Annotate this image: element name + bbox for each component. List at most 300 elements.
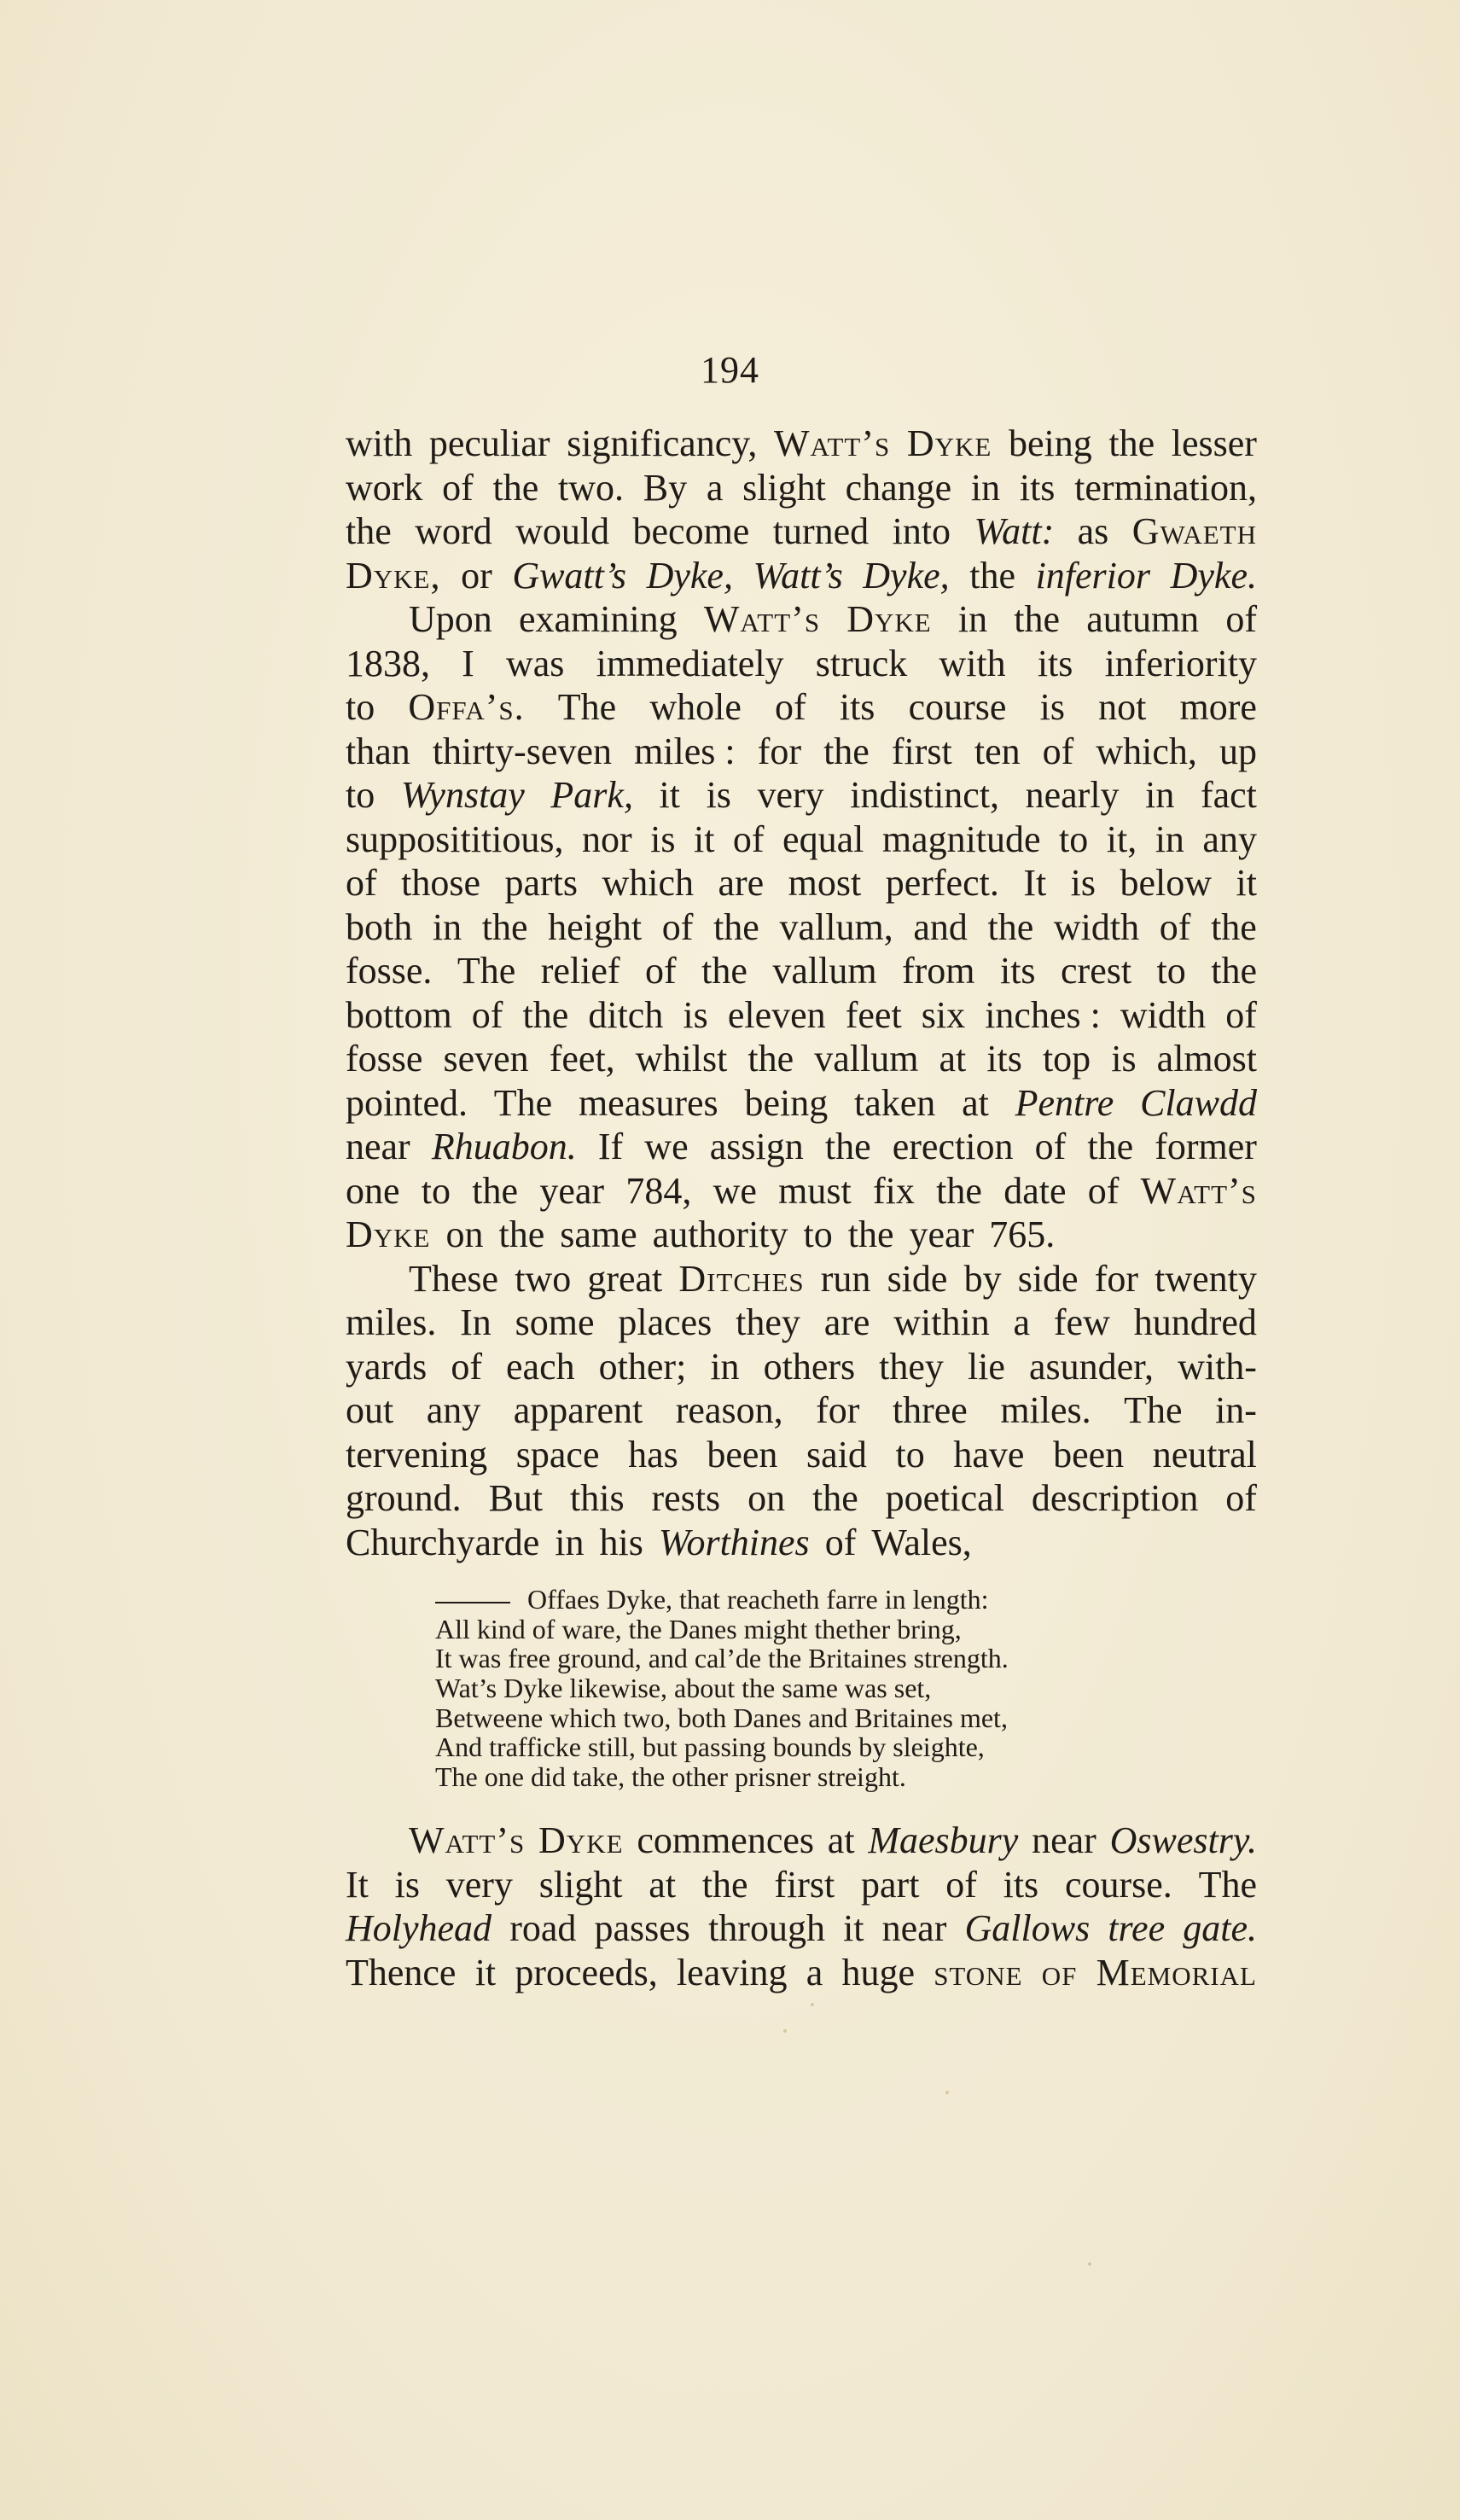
word: feet: [845, 993, 902, 1036]
word: first: [774, 1863, 835, 1906]
word: whole: [649, 686, 742, 728]
word: of: [1225, 993, 1257, 1036]
word: some: [515, 1301, 595, 1343]
word: it: [659, 774, 680, 816]
word: near: [346, 1126, 410, 1167]
word: If: [597, 1126, 624, 1167]
word: The: [1198, 1863, 1257, 1906]
word: its: [839, 686, 875, 728]
word: whilst: [635, 1038, 728, 1080]
italic-word: Dyke,: [646, 554, 733, 597]
word: a: [806, 1951, 823, 1993]
verse-line: [435, 1615, 1203, 1644]
word: The: [557, 686, 617, 728]
word: turned: [772, 510, 870, 552]
word: at: [939, 1038, 967, 1080]
text-line: [346, 1257, 1257, 1301]
word: of: [1087, 1169, 1120, 1212]
word: slight: [742, 466, 826, 509]
text-line: [346, 1169, 1257, 1213]
word: the: [987, 905, 1034, 948]
word: part: [861, 1863, 920, 1906]
word: with: [346, 422, 413, 464]
word: few: [1053, 1301, 1110, 1343]
word: vallum,: [779, 905, 893, 948]
italic-word: Wynstay: [400, 774, 525, 816]
word: fosse: [346, 1038, 423, 1080]
word: former: [1155, 1126, 1257, 1167]
word: feet,: [549, 1038, 615, 1080]
word: we: [713, 1169, 757, 1212]
word: asunder,: [1028, 1345, 1155, 1388]
italic-word: Clawdd: [1140, 1081, 1257, 1124]
word: both: [346, 905, 413, 948]
word: of: [945, 1863, 977, 1906]
word: to: [1156, 950, 1186, 992]
word: and: [913, 905, 968, 948]
verse-line: [435, 1762, 1203, 1792]
word: height: [548, 905, 643, 948]
word: it,: [1106, 818, 1137, 860]
word: of: [645, 950, 677, 992]
word: supposititious,: [346, 818, 564, 860]
word: Churchyarde: [346, 1521, 540, 1563]
verse-text: All kind of ware, the Danes might thether bring,: [435, 1613, 962, 1644]
word: its: [999, 950, 1036, 992]
word: out: [346, 1389, 394, 1431]
word: in-: [1215, 1389, 1257, 1431]
word: at: [962, 1081, 989, 1124]
word: near: [881, 1907, 947, 1949]
word: very: [757, 774, 824, 816]
text-line: [346, 1951, 1257, 1995]
word: fix: [873, 1169, 915, 1212]
word: It: [346, 1863, 369, 1906]
word: nor: [581, 818, 632, 860]
word: run: [820, 1257, 871, 1300]
word: the: [747, 1038, 794, 1080]
word: for: [757, 730, 801, 772]
word: vallum: [772, 950, 877, 992]
word: Wales,: [871, 1521, 972, 1563]
word: it: [1236, 862, 1257, 904]
word: with: [939, 642, 1006, 684]
word: its: [1003, 1863, 1039, 1906]
word: the: [701, 1863, 748, 1906]
word: is: [394, 1863, 421, 1906]
italic-word: Oswestry.: [1109, 1819, 1257, 1861]
italic-word: Maesbury: [868, 1819, 1019, 1861]
word: The: [1124, 1389, 1183, 1431]
word: But: [488, 1477, 544, 1519]
word: of: [1225, 1477, 1257, 1519]
word: indistinct,: [850, 774, 1000, 816]
word: crest: [1061, 950, 1132, 992]
word: any: [1202, 818, 1257, 860]
small-caps-word: Dyke: [538, 1819, 624, 1861]
word: its: [1019, 466, 1056, 509]
word: ground.: [346, 1477, 462, 1519]
word: peculiar: [428, 422, 550, 464]
word: lie: [967, 1345, 1005, 1388]
word: side: [887, 1257, 948, 1300]
text-line: [346, 993, 1257, 1038]
small-caps-word: Dyke: [846, 598, 932, 640]
word: in: [710, 1345, 740, 1388]
verse-text: Betweene which two, both Danes and Britaines met,: [435, 1702, 1008, 1733]
word: being: [1009, 422, 1092, 464]
word: with-: [1178, 1345, 1257, 1388]
word: almost: [1156, 1038, 1257, 1080]
small-caps-word: Dyke: [346, 1213, 431, 1255]
word: twenty: [1155, 1257, 1257, 1300]
word: the: [847, 1213, 894, 1255]
word: at: [649, 1863, 677, 1906]
small-caps-word: Gwaeth: [1131, 510, 1257, 552]
text-line: [346, 642, 1257, 686]
word: as: [1077, 510, 1109, 552]
word: to: [421, 1169, 451, 1212]
text-line: [346, 1125, 1257, 1169]
small-caps-word: Dyke: [906, 422, 992, 464]
word: they: [736, 1301, 800, 1343]
text-line: [346, 466, 1257, 510]
word: fact: [1200, 774, 1257, 816]
text-line: [346, 1863, 1257, 1907]
text-line: [346, 730, 1257, 774]
word: I: [462, 642, 474, 684]
word: the: [481, 905, 528, 948]
word: they: [879, 1345, 944, 1388]
word: 1838,: [346, 642, 430, 684]
word: have: [953, 1433, 1025, 1475]
text-line: [346, 1521, 1257, 1565]
text-line: [346, 1213, 1257, 1257]
small-caps-word: stone: [934, 1951, 1023, 1993]
small-caps-word: Ditches: [678, 1257, 805, 1300]
word: 765.: [989, 1213, 1056, 1255]
italic-word: Worthines: [658, 1521, 810, 1563]
word: is: [683, 993, 708, 1036]
word: reason,: [675, 1389, 783, 1431]
word: a: [706, 466, 724, 509]
word: any: [426, 1389, 481, 1431]
italic-word: Dyke.: [1170, 554, 1257, 597]
italic-word: Watt:: [974, 510, 1055, 552]
word: description: [1031, 1477, 1199, 1519]
word: the: [1108, 422, 1155, 464]
word: in: [1155, 818, 1184, 860]
word: the: [812, 1477, 858, 1519]
verse-line: [435, 1644, 1203, 1673]
word: measures: [578, 1081, 718, 1124]
word: said: [806, 1433, 867, 1475]
text-line: [346, 818, 1257, 862]
word: taken: [854, 1081, 936, 1124]
text-line: [346, 1433, 1257, 1477]
word: The: [457, 950, 516, 992]
word: seven: [443, 1038, 529, 1080]
word: been: [707, 1433, 778, 1475]
word: date: [1003, 1169, 1067, 1212]
word: others: [763, 1345, 856, 1388]
word: the: [498, 1213, 545, 1255]
word: assign: [709, 1126, 804, 1167]
word: the: [969, 554, 1015, 597]
word: great: [587, 1257, 663, 1300]
word: vallum: [814, 1038, 919, 1080]
paper-speck: [783, 2029, 787, 2033]
text-line: [346, 1819, 1257, 1863]
word: the: [1211, 905, 1257, 948]
word: work: [346, 466, 423, 509]
word: the: [1211, 950, 1257, 992]
word: to: [346, 686, 375, 728]
word: in: [970, 466, 1001, 509]
word: not: [1098, 686, 1147, 728]
word: or: [461, 554, 492, 597]
word: in: [432, 905, 462, 948]
small-caps-word: Offa’s.: [408, 686, 525, 728]
word: is: [1111, 1038, 1137, 1080]
word: the: [713, 905, 759, 948]
word: in: [957, 598, 988, 640]
word: passes: [594, 1907, 690, 1949]
word: eleven: [727, 993, 826, 1036]
verse-line: [435, 1585, 1203, 1615]
word: up: [1219, 730, 1257, 772]
text-line: [346, 509, 1257, 554]
word: hundred: [1133, 1301, 1257, 1343]
text-line: [346, 1388, 1257, 1433]
word: six: [921, 993, 966, 1036]
word: struck: [815, 642, 908, 684]
word: thirty-seven: [432, 730, 612, 772]
word: relief: [540, 950, 620, 992]
word: year: [909, 1213, 974, 1255]
word: tervening: [346, 1433, 488, 1475]
word: These: [409, 1257, 499, 1300]
word: ten: [974, 730, 1021, 772]
word: the: [492, 466, 539, 509]
word: on: [747, 1477, 786, 1519]
word: fosse.: [346, 950, 433, 992]
verse-text: Wat’s Dyke likewise, about the same was set,: [435, 1673, 932, 1704]
word: is: [706, 774, 731, 816]
word: the: [1087, 1126, 1134, 1167]
italic-word: Watt’s: [753, 554, 843, 597]
word: side: [1017, 1257, 1079, 1300]
text-line: [346, 1345, 1257, 1389]
text-line: [346, 685, 1257, 730]
word: top: [1042, 1038, 1091, 1080]
text-line: [346, 597, 1257, 642]
word: been: [1053, 1433, 1125, 1475]
body-text-lower: [346, 1819, 1257, 1994]
word: parts: [504, 862, 579, 904]
word: slight: [538, 1863, 623, 1906]
word: same: [560, 1213, 637, 1255]
word: rests: [651, 1477, 721, 1519]
verse-line: [435, 1703, 1203, 1733]
word: commences: [637, 1819, 815, 1861]
italic-word: gate.: [1183, 1907, 1257, 1949]
word: bottom: [346, 993, 452, 1036]
paper-speck: [1088, 2262, 1091, 2266]
word: magnitude: [881, 818, 1041, 860]
word: of: [1159, 905, 1191, 948]
word: are: [823, 1301, 870, 1343]
small-caps-word: Dyke,: [346, 554, 441, 597]
word: proceeds,: [515, 1951, 658, 1993]
small-caps-word: Watt’s: [703, 598, 821, 640]
word: year: [539, 1169, 605, 1212]
word: By: [643, 466, 688, 509]
word: Thence: [346, 1951, 457, 1993]
word: this: [570, 1477, 625, 1519]
word: of: [346, 862, 377, 904]
text-line: [346, 422, 1257, 466]
word: most: [788, 862, 862, 904]
word: a: [1013, 1301, 1031, 1343]
word: inches :: [985, 993, 1101, 1036]
italic-word: Pentre: [1015, 1081, 1114, 1124]
italic-word: inferior: [1035, 554, 1151, 597]
word: was: [506, 642, 565, 684]
word: space: [515, 1433, 600, 1475]
text-line: [346, 905, 1257, 950]
word: would: [515, 510, 610, 552]
word: through: [708, 1907, 825, 1949]
word: is: [1039, 686, 1065, 728]
word: of: [451, 1345, 482, 1388]
text-line: [346, 949, 1257, 993]
word: change: [845, 466, 952, 509]
word: yards: [346, 1345, 428, 1388]
word: of: [661, 905, 694, 948]
word: which: [602, 862, 695, 904]
word: the: [1014, 598, 1061, 640]
word: to: [1059, 818, 1089, 860]
word: the: [824, 1126, 871, 1167]
word: the: [522, 993, 569, 1036]
verse-text: And trafficke still, but passing bounds by sleighte,: [435, 1731, 985, 1763]
word: The: [493, 1081, 553, 1124]
word: it: [693, 818, 715, 860]
word: we: [644, 1126, 689, 1167]
word: Upon: [409, 598, 492, 640]
italic-word: Gwatt’s: [512, 554, 626, 597]
word: those: [401, 862, 481, 904]
word: first: [891, 730, 952, 772]
word: near: [1032, 1819, 1096, 1861]
word: ditch: [588, 993, 664, 1036]
word: examining: [518, 598, 678, 640]
word: to: [895, 1433, 925, 1475]
word: the: [346, 510, 392, 552]
word: being: [744, 1081, 829, 1124]
word: significancy,: [567, 422, 758, 464]
word: authority: [652, 1213, 788, 1255]
word: has: [628, 1433, 678, 1475]
word: width: [1120, 993, 1207, 1036]
word: inferiority: [1104, 642, 1257, 684]
word: to: [346, 774, 375, 816]
word: it: [474, 1951, 497, 1993]
word: at: [827, 1819, 855, 1861]
italic-word: Gallows: [964, 1907, 1091, 1949]
small-caps-word: Watt’s: [409, 1819, 526, 1861]
word: course.: [1064, 1863, 1172, 1906]
word: in: [1145, 774, 1175, 816]
verse-line: [435, 1673, 1203, 1703]
word: word: [415, 510, 492, 552]
word: more: [1179, 686, 1257, 728]
small-caps-word: of: [1041, 1951, 1078, 1993]
text-line: [346, 1301, 1257, 1345]
word: width: [1053, 905, 1140, 948]
quote-dash: [435, 1602, 510, 1603]
word: lesser: [1171, 422, 1257, 464]
word: miles.: [1000, 1389, 1091, 1431]
word: nearly: [1025, 774, 1120, 816]
small-caps-word: Memorial: [1096, 1951, 1257, 1993]
paper-speck: [945, 2091, 949, 2094]
word: perfect.: [885, 862, 999, 904]
word: are: [718, 862, 765, 904]
word: its: [1037, 642, 1073, 684]
word: termination,: [1074, 466, 1257, 509]
text-line: [346, 554, 1257, 598]
word: into: [892, 510, 951, 552]
word: its: [986, 1038, 1022, 1080]
word: It: [1023, 862, 1047, 904]
word: 784,: [625, 1169, 692, 1212]
word: places: [618, 1301, 713, 1343]
word: of: [471, 993, 503, 1036]
word: within: [893, 1301, 990, 1343]
word: of: [824, 1521, 857, 1563]
word: of: [1225, 598, 1257, 640]
word: neutral: [1152, 1433, 1257, 1475]
word: autumn: [1086, 598, 1200, 640]
word: one: [346, 1169, 400, 1212]
body-text-upper: [346, 422, 1257, 1564]
verse-line: [435, 1732, 1203, 1762]
word: huge: [841, 1951, 915, 1993]
word: miles :: [634, 730, 736, 772]
verse-quotation: [435, 1585, 1203, 1792]
paper-speck: [811, 2003, 814, 2006]
small-caps-word: Watt’s: [1140, 1169, 1257, 1212]
text-line: [346, 861, 1257, 905]
word: road: [509, 1907, 577, 1949]
word: of: [1042, 730, 1074, 772]
text-line: [346, 1476, 1257, 1521]
word: of: [775, 686, 806, 728]
word: it: [843, 1907, 864, 1949]
word: by: [963, 1257, 1002, 1300]
word: very: [445, 1863, 513, 1906]
word: for: [1094, 1257, 1139, 1300]
word: the: [823, 730, 870, 772]
word: of: [442, 466, 474, 509]
verse-text: It was free ground, and cal’de the Britaines strength.: [435, 1643, 1009, 1674]
word: miles.: [346, 1301, 437, 1343]
word: than: [346, 730, 410, 772]
word: the: [472, 1169, 519, 1212]
italic-word: Park,: [550, 774, 633, 816]
